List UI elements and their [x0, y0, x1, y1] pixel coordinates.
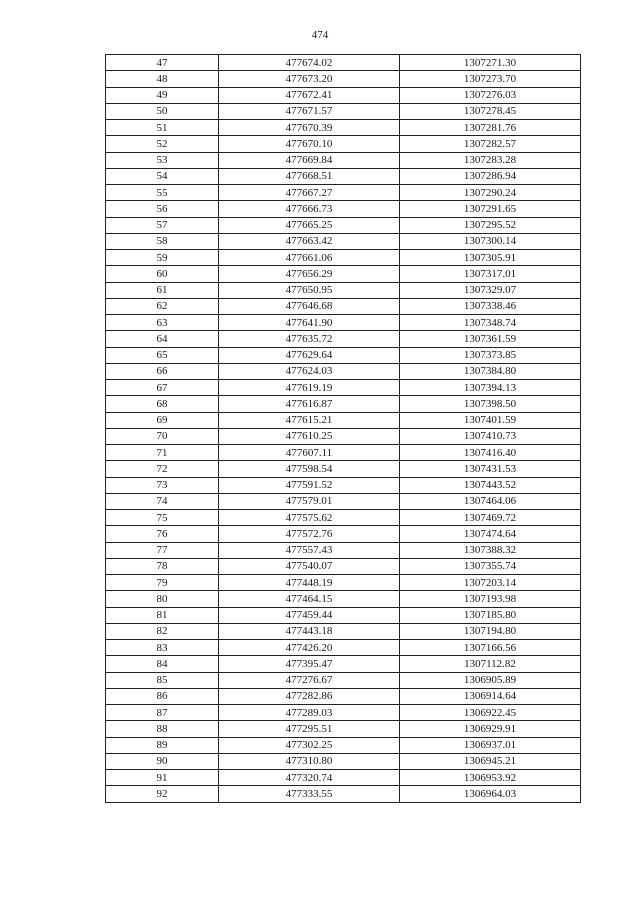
point-number-cell: 82	[106, 623, 219, 639]
point-number-cell: 66	[106, 363, 219, 379]
y-coordinate-cell: 1306905.89	[400, 672, 581, 688]
point-number-cell: 71	[106, 445, 219, 461]
table-row	[106, 120, 581, 136]
point-number-cell: 77	[106, 542, 219, 558]
x-coordinate-cell: 477615.21	[219, 412, 400, 428]
x-coordinate-cell: 477443.18	[219, 623, 400, 639]
y-coordinate-cell: 1307464.06	[400, 493, 581, 509]
point-number-cell: 75	[106, 510, 219, 526]
point-number-cell: 72	[106, 461, 219, 477]
x-coordinate-cell: 477672.41	[219, 87, 400, 103]
x-coordinate-cell: 477289.03	[219, 705, 400, 721]
point-number-cell: 48	[106, 71, 219, 87]
point-number-cell: 84	[106, 656, 219, 672]
point-number-cell: 78	[106, 558, 219, 574]
y-coordinate-cell: 1307282.57	[400, 136, 581, 152]
point-number-cell: 54	[106, 168, 219, 184]
table-row	[106, 250, 581, 266]
x-coordinate-cell: 477395.47	[219, 656, 400, 672]
y-coordinate-cell: 1307290.24	[400, 185, 581, 201]
table-row	[106, 753, 581, 769]
x-coordinate-cell: 477540.07	[219, 558, 400, 574]
x-coordinate-cell: 477624.03	[219, 363, 400, 379]
table-row	[106, 412, 581, 428]
point-number-cell: 70	[106, 428, 219, 444]
point-number-cell: 89	[106, 737, 219, 753]
table-row	[106, 55, 581, 71]
point-number-cell: 62	[106, 298, 219, 314]
table-row	[106, 233, 581, 249]
x-coordinate-cell: 477426.20	[219, 640, 400, 656]
x-coordinate-cell: 477619.19	[219, 380, 400, 396]
point-number-cell: 68	[106, 396, 219, 412]
table-row	[106, 721, 581, 737]
table-row	[106, 526, 581, 542]
x-coordinate-cell: 477464.15	[219, 591, 400, 607]
y-coordinate-cell: 1307384.80	[400, 363, 581, 379]
table-row	[106, 493, 581, 509]
point-number-cell: 59	[106, 250, 219, 266]
point-number-cell: 50	[106, 103, 219, 119]
x-coordinate-cell: 477674.02	[219, 55, 400, 71]
table-row	[106, 347, 581, 363]
table-row	[106, 623, 581, 639]
y-coordinate-cell: 1307394.13	[400, 380, 581, 396]
y-coordinate-cell: 1307348.74	[400, 315, 581, 331]
point-number-cell: 63	[106, 315, 219, 331]
x-coordinate-cell: 477663.42	[219, 233, 400, 249]
point-number-cell: 52	[106, 136, 219, 152]
x-coordinate-cell: 477591.52	[219, 477, 400, 493]
x-coordinate-cell: 477667.27	[219, 185, 400, 201]
x-coordinate-cell: 477666.73	[219, 201, 400, 217]
y-coordinate-cell: 1307401.59	[400, 412, 581, 428]
coordinates-table-body	[106, 55, 581, 803]
point-number-cell: 69	[106, 412, 219, 428]
y-coordinate-cell: 1307273.70	[400, 71, 581, 87]
y-coordinate-cell: 1307281.76	[400, 120, 581, 136]
y-coordinate-cell: 1307410.73	[400, 428, 581, 444]
y-coordinate-cell: 1307276.03	[400, 87, 581, 103]
x-coordinate-cell: 477575.62	[219, 510, 400, 526]
x-coordinate-cell: 477656.29	[219, 266, 400, 282]
table-row	[106, 282, 581, 298]
y-coordinate-cell: 1306922.45	[400, 705, 581, 721]
y-coordinate-cell: 1307373.85	[400, 347, 581, 363]
table-row	[106, 575, 581, 591]
y-coordinate-cell: 1307398.50	[400, 396, 581, 412]
table-row	[106, 428, 581, 444]
table-row	[106, 103, 581, 119]
point-number-cell: 53	[106, 152, 219, 168]
point-number-cell: 83	[106, 640, 219, 656]
y-coordinate-cell: 1307317.01	[400, 266, 581, 282]
x-coordinate-cell: 477557.43	[219, 542, 400, 558]
x-coordinate-cell: 477641.90	[219, 315, 400, 331]
y-coordinate-cell: 1307416.40	[400, 445, 581, 461]
point-number-cell: 91	[106, 770, 219, 786]
x-coordinate-cell: 477673.20	[219, 71, 400, 87]
point-number-cell: 65	[106, 347, 219, 363]
point-number-cell: 56	[106, 201, 219, 217]
y-coordinate-cell: 1306937.01	[400, 737, 581, 753]
x-coordinate-cell: 477670.39	[219, 120, 400, 136]
table-row	[106, 542, 581, 558]
x-coordinate-cell: 477598.54	[219, 461, 400, 477]
point-number-cell: 80	[106, 591, 219, 607]
point-number-cell: 67	[106, 380, 219, 396]
table-row	[106, 591, 581, 607]
x-coordinate-cell: 477610.25	[219, 428, 400, 444]
y-coordinate-cell: 1307193.98	[400, 591, 581, 607]
y-coordinate-cell: 1306953.92	[400, 770, 581, 786]
y-coordinate-cell: 1307203.14	[400, 575, 581, 591]
table-row	[106, 688, 581, 704]
page-number: 474	[311, 29, 329, 41]
y-coordinate-cell: 1307443.52	[400, 477, 581, 493]
table-row	[106, 607, 581, 623]
table-row	[106, 786, 581, 802]
point-number-cell: 49	[106, 87, 219, 103]
y-coordinate-cell: 1307278.45	[400, 103, 581, 119]
x-coordinate-cell: 477669.84	[219, 152, 400, 168]
table-row	[106, 510, 581, 526]
y-coordinate-cell: 1307286.94	[400, 168, 581, 184]
table-row	[106, 737, 581, 753]
table-row	[106, 217, 581, 233]
point-number-cell: 85	[106, 672, 219, 688]
x-coordinate-cell: 477295.51	[219, 721, 400, 737]
x-coordinate-cell: 477670.10	[219, 136, 400, 152]
y-coordinate-cell: 1307388.32	[400, 542, 581, 558]
table-row	[106, 201, 581, 217]
x-coordinate-cell: 477646.68	[219, 298, 400, 314]
y-coordinate-cell: 1306964.03	[400, 786, 581, 802]
table-row	[106, 672, 581, 688]
table-row	[106, 266, 581, 282]
y-coordinate-cell: 1306945.21	[400, 753, 581, 769]
point-number-cell: 58	[106, 233, 219, 249]
y-coordinate-cell: 1307194.80	[400, 623, 581, 639]
x-coordinate-cell: 477276.67	[219, 672, 400, 688]
table-row	[106, 298, 581, 314]
y-coordinate-cell: 1307300.14	[400, 233, 581, 249]
point-number-cell: 73	[106, 477, 219, 493]
x-coordinate-cell: 477302.25	[219, 737, 400, 753]
x-coordinate-cell: 477671.57	[219, 103, 400, 119]
y-coordinate-cell: 1307271.30	[400, 55, 581, 71]
point-number-cell: 64	[106, 331, 219, 347]
table-row	[106, 136, 581, 152]
x-coordinate-cell: 477635.72	[219, 331, 400, 347]
point-number-cell: 51	[106, 120, 219, 136]
point-number-cell: 86	[106, 688, 219, 704]
table-row	[106, 185, 581, 201]
y-coordinate-cell: 1307469.72	[400, 510, 581, 526]
point-number-cell: 76	[106, 526, 219, 542]
x-coordinate-cell: 477448.19	[219, 575, 400, 591]
point-number-cell: 60	[106, 266, 219, 282]
y-coordinate-cell: 1307112.82	[400, 656, 581, 672]
x-coordinate-cell: 477282.86	[219, 688, 400, 704]
point-number-cell: 88	[106, 721, 219, 737]
table-row	[106, 87, 581, 103]
table-row	[106, 315, 581, 331]
table-row	[106, 558, 581, 574]
x-coordinate-cell: 477333.55	[219, 786, 400, 802]
x-coordinate-cell: 477572.76	[219, 526, 400, 542]
x-coordinate-cell: 477579.01	[219, 493, 400, 509]
table-row	[106, 461, 581, 477]
coordinates-table	[105, 54, 581, 803]
point-number-cell: 87	[106, 705, 219, 721]
x-coordinate-cell: 477661.06	[219, 250, 400, 266]
y-coordinate-cell: 1307338.46	[400, 298, 581, 314]
x-coordinate-cell: 477320.74	[219, 770, 400, 786]
table-row	[106, 396, 581, 412]
y-coordinate-cell: 1307295.52	[400, 217, 581, 233]
table-row	[106, 477, 581, 493]
x-coordinate-cell: 477650.95	[219, 282, 400, 298]
point-number-cell: 47	[106, 55, 219, 71]
y-coordinate-cell: 1307185.80	[400, 607, 581, 623]
x-coordinate-cell: 477629.64	[219, 347, 400, 363]
x-coordinate-cell: 477616.87	[219, 396, 400, 412]
x-coordinate-cell: 477459.44	[219, 607, 400, 623]
y-coordinate-cell: 1306914.64	[400, 688, 581, 704]
y-coordinate-cell: 1307355.74	[400, 558, 581, 574]
y-coordinate-cell: 1307291.65	[400, 201, 581, 217]
y-coordinate-cell: 1307166.56	[400, 640, 581, 656]
x-coordinate-cell: 477310.80	[219, 753, 400, 769]
table-row	[106, 71, 581, 87]
y-coordinate-cell: 1307283.28	[400, 152, 581, 168]
table-row	[106, 656, 581, 672]
point-number-cell: 57	[106, 217, 219, 233]
table-row	[106, 168, 581, 184]
table-row	[106, 770, 581, 786]
y-coordinate-cell: 1307474.64	[400, 526, 581, 542]
point-number-cell: 61	[106, 282, 219, 298]
table-row	[106, 445, 581, 461]
x-coordinate-cell: 477665.25	[219, 217, 400, 233]
table-row	[106, 640, 581, 656]
x-coordinate-cell: 477607.11	[219, 445, 400, 461]
point-number-cell: 92	[106, 786, 219, 802]
y-coordinate-cell: 1307329.07	[400, 282, 581, 298]
point-number-cell: 81	[106, 607, 219, 623]
x-coordinate-cell: 477668.51	[219, 168, 400, 184]
table-row	[106, 705, 581, 721]
y-coordinate-cell: 1307305.91	[400, 250, 581, 266]
y-coordinate-cell: 1306929.91	[400, 721, 581, 737]
point-number-cell: 90	[106, 753, 219, 769]
point-number-cell: 74	[106, 493, 219, 509]
y-coordinate-cell: 1307431.53	[400, 461, 581, 477]
table-row	[106, 380, 581, 396]
table-row	[106, 152, 581, 168]
point-number-cell: 55	[106, 185, 219, 201]
table-row	[106, 363, 581, 379]
point-number-cell: 79	[106, 575, 219, 591]
table-row	[106, 331, 581, 347]
y-coordinate-cell: 1307361.59	[400, 331, 581, 347]
